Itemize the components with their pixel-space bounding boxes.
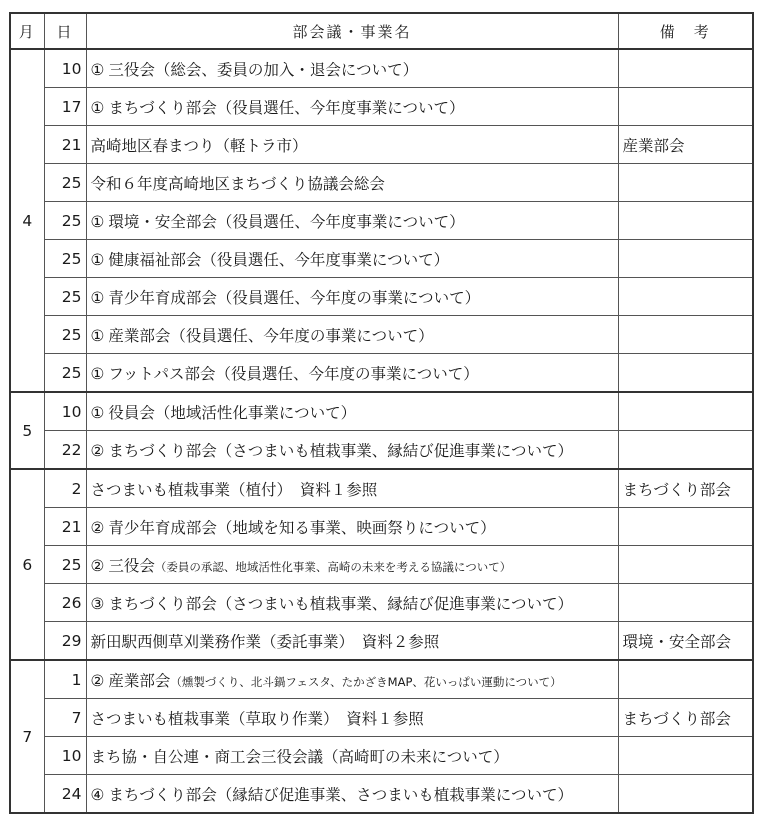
day-cell: 25 — [44, 202, 86, 240]
table-row — [10, 316, 753, 354]
header-month: 月 — [10, 13, 44, 49]
event-title: まち協・自公連・商工会三役会議 — [90, 747, 324, 766]
day-cell: 21 — [44, 126, 86, 164]
note-cell — [618, 546, 753, 584]
table-row — [10, 278, 753, 316]
event-detail: （役員選任、今年度事業について） — [216, 98, 465, 117]
event-title: 青少年育成部会 — [108, 518, 217, 537]
session-number: ① — [90, 364, 105, 383]
note-cell — [618, 775, 753, 814]
event-name-cell — [86, 126, 618, 164]
day-cell: 22 — [44, 431, 86, 470]
event-title: まちづくり部会 — [108, 441, 217, 460]
event-name-cell — [86, 622, 618, 661]
table-row — [10, 508, 753, 546]
session-number: ② — [90, 556, 105, 575]
event-detail: （地域を知る事業、映画祭りについて） — [216, 518, 496, 537]
day-cell: 7 — [44, 699, 86, 737]
note-cell — [618, 278, 753, 316]
event-name-cell — [86, 202, 618, 240]
event-detail: （地域活性化事業について） — [154, 403, 357, 422]
event-detail: （役員選任、今年度事業について） — [201, 250, 450, 269]
note-cell: まちづくり部会 — [618, 469, 753, 508]
event-title: 令和６年度高崎地区まちづくり協議会総会 — [90, 174, 385, 193]
day-cell: 17 — [44, 88, 86, 126]
event-name-cell — [86, 354, 618, 393]
event-detail: （縁結び促進事業、さつまいも植栽事業について） — [216, 785, 573, 804]
event-title: さつまいも植栽事業 — [90, 709, 231, 728]
session-number: ① — [90, 98, 105, 117]
table-row — [10, 164, 753, 202]
event-title: 産業部会 — [108, 671, 171, 690]
table-row — [10, 737, 753, 775]
note-cell — [618, 737, 753, 775]
event-name-cell — [86, 584, 618, 622]
note-cell: まちづくり部会 — [618, 699, 753, 737]
day-cell: 25 — [44, 278, 86, 316]
event-detail: （委託事業） 資料２参照 — [261, 632, 440, 651]
event-title: まちづくり部会 — [108, 785, 217, 804]
note-cell: 環境・安全部会 — [618, 622, 753, 661]
event-name-cell — [86, 316, 618, 354]
event-detail: （役員選任、今年度の事業について） — [215, 364, 479, 383]
table-row — [10, 699, 753, 737]
table-row — [10, 202, 753, 240]
table-row — [10, 546, 753, 584]
note-cell — [618, 354, 753, 393]
session-number: ① — [90, 250, 105, 269]
event-detail: （役員選任、今年度事業について） — [216, 212, 465, 231]
session-number: ② — [90, 671, 105, 690]
note-cell: 産業部会 — [618, 126, 753, 164]
table-row — [10, 660, 753, 699]
table-row — [10, 392, 753, 431]
event-detail: （軽トラ市） — [214, 136, 308, 155]
event-title: まちづくり部会 — [108, 98, 217, 117]
event-name-cell — [86, 508, 618, 546]
event-name-cell — [86, 240, 618, 278]
event-title: 環境・安全部会 — [108, 212, 217, 231]
note-cell — [618, 202, 753, 240]
table-row — [10, 49, 753, 88]
day-cell: 25 — [44, 316, 86, 354]
month-cell: 7 — [10, 660, 44, 813]
note-cell — [618, 49, 753, 88]
session-number: ② — [90, 441, 105, 460]
event-detail: （植付） 資料１参照 — [230, 480, 378, 499]
day-cell: 29 — [44, 622, 86, 661]
note-cell — [618, 660, 753, 699]
event-title: 三役会 — [108, 60, 155, 79]
day-cell: 10 — [44, 392, 86, 431]
table-row — [10, 88, 753, 126]
event-title: 青少年育成部会 — [108, 288, 217, 307]
day-cell: 24 — [44, 775, 86, 814]
day-cell: 25 — [44, 164, 86, 202]
event-name-cell — [86, 164, 618, 202]
table-row — [10, 126, 753, 164]
note-cell — [618, 508, 753, 546]
table-row — [10, 775, 753, 814]
note-cell — [618, 164, 753, 202]
table-row — [10, 622, 753, 661]
header-name: 部会議・事業名 — [86, 13, 618, 49]
event-detail: （草取り作業） 資料１参照 — [230, 709, 424, 728]
table-row — [10, 240, 753, 278]
event-name-cell — [86, 392, 618, 431]
event-title: まちづくり部会 — [108, 594, 217, 613]
month-group — [10, 469, 753, 660]
event-detail: （委員の承認、地域活性化事業、高崎の未来を考える協議について） — [154, 559, 512, 574]
day-cell: 2 — [44, 469, 86, 508]
event-title: 産業部会 — [108, 326, 171, 345]
month-group — [10, 392, 753, 469]
event-detail: （総会、委員の加入・退会について） — [154, 60, 419, 79]
event-title: さつまいも植栽事業 — [90, 480, 231, 499]
table-row — [10, 354, 753, 393]
month-group — [10, 660, 753, 813]
event-name-cell — [86, 737, 618, 775]
month-cell: 5 — [10, 392, 44, 469]
day-cell: 26 — [44, 584, 86, 622]
table-row — [10, 469, 753, 508]
header-row — [10, 13, 753, 49]
schedule-table — [9, 12, 754, 814]
event-name-cell — [86, 699, 618, 737]
event-detail: （さつまいも植栽事業、縁結び促進事業について） — [216, 594, 573, 613]
session-number: ④ — [90, 785, 105, 804]
day-cell: 25 — [44, 240, 86, 278]
note-cell — [618, 240, 753, 278]
note-cell — [618, 431, 753, 470]
event-title: 健康福祉部会 — [108, 250, 202, 269]
note-cell — [618, 584, 753, 622]
session-number: ① — [90, 403, 105, 422]
note-cell — [618, 392, 753, 431]
event-name-cell — [86, 660, 618, 699]
note-cell — [618, 88, 753, 126]
event-detail: （高崎町の未来について） — [323, 747, 509, 766]
event-name-cell — [86, 49, 618, 88]
month-group — [10, 49, 753, 392]
session-number: ① — [90, 60, 105, 79]
table-row — [10, 584, 753, 622]
session-number: ③ — [90, 594, 105, 613]
event-name-cell — [86, 431, 618, 470]
event-detail: （燻製づくり、北斗鍋フェスタ、たかざきMAP、花いっぱい運動について） — [170, 674, 562, 689]
day-cell: 10 — [44, 49, 86, 88]
event-detail: （役員選任、今年度の事業について） — [216, 288, 481, 307]
event-detail: （役員選任、今年度の事業について） — [170, 326, 434, 345]
month-cell: 6 — [10, 469, 44, 660]
session-number: ① — [90, 288, 105, 307]
table-row — [10, 431, 753, 470]
event-detail: （さつまいも植栽事業、縁結び促進事業について） — [216, 441, 573, 460]
day-cell: 21 — [44, 508, 86, 546]
session-number: ① — [90, 212, 105, 231]
header-day: 日 — [44, 13, 86, 49]
event-title: 新田駅西側草刈業務作業 — [90, 632, 262, 651]
day-cell: 1 — [44, 660, 86, 699]
event-title: 高崎地区春まつり — [90, 136, 215, 155]
day-cell: 25 — [44, 354, 86, 393]
day-cell: 25 — [44, 546, 86, 584]
header-note: 備 考 — [618, 13, 753, 49]
session-number: ② — [90, 518, 105, 537]
event-title: フットパス部会 — [108, 364, 216, 383]
event-name-cell — [86, 88, 618, 126]
event-title: 役員会 — [108, 403, 155, 422]
event-name-cell — [86, 775, 618, 814]
day-cell: 10 — [44, 737, 86, 775]
event-name-cell — [86, 546, 618, 584]
note-cell — [618, 316, 753, 354]
month-cell: 4 — [10, 49, 44, 392]
event-title: 三役会 — [108, 556, 155, 575]
event-name-cell — [86, 278, 618, 316]
session-number: ① — [90, 326, 105, 345]
event-name-cell — [86, 469, 618, 508]
